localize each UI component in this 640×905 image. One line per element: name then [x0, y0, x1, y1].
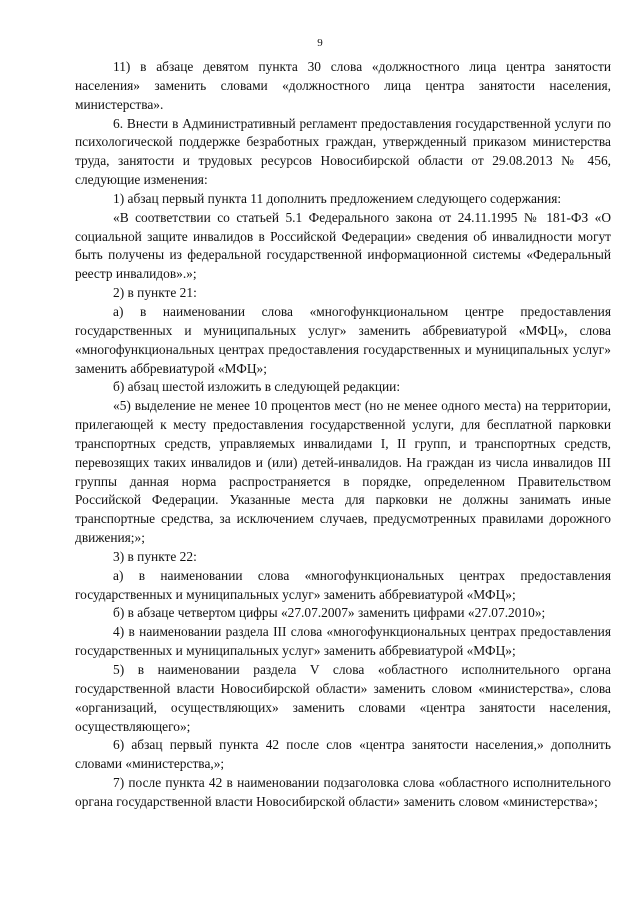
paragraph-subitem-1: 1) абзац первый пункта 11 дополнить предложением следующего содержания:	[113, 190, 562, 206]
paragraph-item-6-intro: 6. Внести в Административный регламент предоставления государственной услуги по психологической поддержке безработных граждан, утвержденный приказом министерства труда, занятости и трудовых ресурсов Новосибирской области от 29.08.2013 № 456, следующие изменения:	[75, 115, 611, 188]
paragraph-quote-parking: «5) выделение не менее 10 процентов мест (но не менее одного места) на территории, прилегающей к месту предоставления государственной услуги, для бесплатной парковки транспортных средств, управляемых инвалидами I, II групп, и транспортных средств, перевозящих таких инвалидов и (или) детей-инвалидов. На граждан из числа инвалидов III группы данная норма распространяется в порядке, определенном Правительством Российской Федерации. Указанные места для парковки не должны занимать иные транспортные средства, за исключением случаев, предусмотренных правилами дорожного движения;»;	[75, 398, 611, 546]
paragraph-subitem-4: 4) в наименовании раздела III слова «многофункциональных центрах предоставления государственных и муниципальных услуг» заменить аббревиатурой «МФЦ»;	[75, 624, 611, 659]
paragraph-subitem-7: 7) после пункта 42 в наименовании подзаголовка слова «областного исполнительного органа государственной власти Новосибирской области» заменить словом «министерства»;	[75, 775, 611, 809]
paragraph-subitem-6: 6) абзац первый пункта 42 после слов «центра занятости населения,» дополнить словами «министерства,»;	[75, 737, 611, 772]
page-number: 9	[317, 37, 323, 49]
paragraph-11-section-30: 11) в абзаце девятом пункта 30 слова «должностного лица центра занятости населения» заменить словами «должностного лица центра занятости населения, министерства».	[75, 59, 611, 112]
paragraph-subitem-3b: б) в абзаце четвертом цифры «27.07.2007» заменить цифрами «27.07.2010»;	[113, 605, 546, 621]
paragraph-subitem-2: 2) в пункте 21:	[113, 285, 197, 301]
paragraph-quote-federal-law: «В соответствии со статьей 5.1 Федерального закона от 24.11.1995 № 181-ФЗ «О социальной защите инвалидов в Российской Федерации» сведения об инвалидности могут быть получены из федеральной государственной информационной системы «Федеральный реестр инвалидов».»;	[75, 209, 611, 282]
paragraph-subitem-3: 3) в пункте 22:	[113, 548, 197, 564]
paragraph-subitem-5: 5) в наименовании раздела V слова «областного исполнительного органа государственной власти Новосибирской области» заменить словом «министерства», слова «организаций, осуществляющих» заменить словами «центра занятости населения, осуществляющего»;	[75, 662, 611, 734]
paragraph-subitem-3a: а) в наименовании слова «многофункциональных центрах предоставления государственных и муниципальных услуг» заменить аббревиатурой «МФЦ»;	[75, 567, 611, 602]
document-body	[75, 58, 611, 812]
paragraph-subitem-2b: б) абзац шестой изложить в следующей редакции:	[113, 379, 401, 395]
paragraph-subitem-2a: а) в наименовании слова «многофункциональном центре предоставления государственных и муниципальных услуг» заменить аббревиатурой «МФЦ», слова «многофункциональных центрах предоставления государственных и муниципальных услуг» заменить аббревиатурой «МФЦ»;	[75, 303, 611, 376]
